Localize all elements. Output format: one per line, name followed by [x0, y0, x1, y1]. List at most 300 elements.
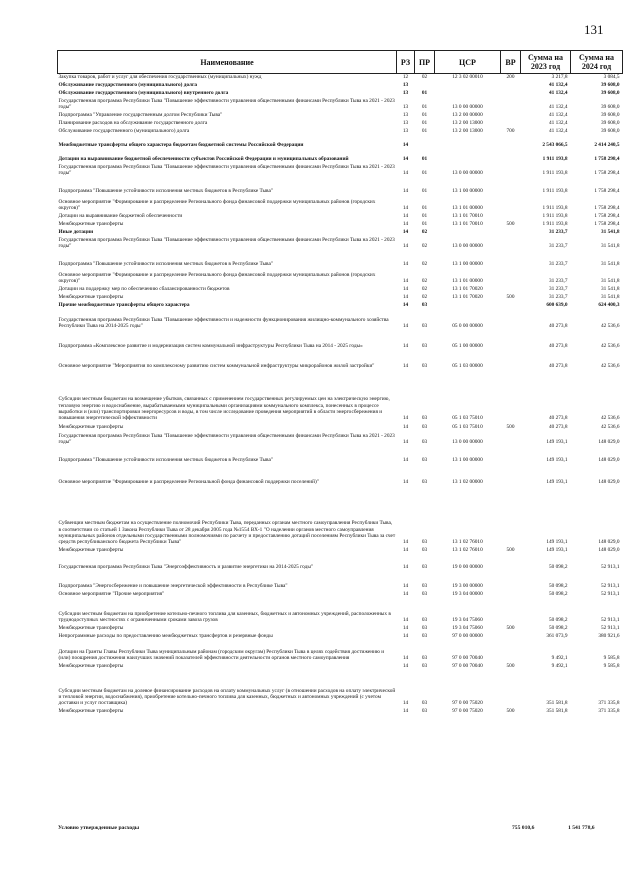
row-vr	[501, 250, 521, 268]
row-sum-2023: 9 492,1	[551, 663, 568, 670]
row-rz: 14	[402, 583, 409, 590]
row-pr: 03	[421, 583, 428, 590]
header-sum-2024: Сумма на 2024 год	[571, 51, 623, 74]
row-csr: 05 1 03 75010	[452, 415, 483, 422]
row-sum-2023: 600 639,0	[546, 302, 568, 309]
row-sum-2024: 31 541,8	[600, 278, 620, 285]
row-name: Иные дотации	[58, 229, 94, 236]
row-pr: 01	[421, 188, 428, 195]
row-name: Обслуживание государственного (муниципального) долга	[58, 128, 190, 135]
row-sum-2023: 351 581,8	[546, 700, 568, 707]
row-sum-2023: 1 911 193,8	[542, 170, 568, 177]
row-vr	[501, 590, 521, 598]
row-pr: 03	[421, 564, 428, 571]
footer-sum-2023: 755 010,6	[512, 825, 535, 831]
row-csr: 13 1 01 70010	[452, 221, 483, 228]
row-rz: 14	[402, 170, 409, 177]
row-csr: 05 1 03 75010	[452, 424, 483, 431]
table-row	[58, 127, 623, 135]
row-pr: 02	[421, 229, 428, 236]
table-row	[58, 236, 623, 250]
row-pr: 03	[421, 302, 428, 309]
row-sum-2024: 42 536,6	[600, 323, 620, 330]
table-row	[58, 195, 623, 212]
table-row	[58, 486, 623, 546]
row-vr	[501, 81, 521, 89]
row-sum-2024: 31 541,8	[600, 294, 620, 301]
row-pr: 03	[421, 439, 428, 446]
row-csr: 19 3 04 75060	[452, 625, 483, 632]
row-sum-2023: 3 217,8	[551, 74, 568, 81]
row-rz: 14	[402, 213, 409, 220]
row-csr: 19 0 00 00000	[452, 564, 483, 571]
row-pr: 03	[421, 323, 428, 330]
row-sum-2023: 1 911 193,8	[542, 156, 568, 163]
row-sum-2024: 31 541,8	[600, 229, 620, 236]
row-pr: 03	[421, 343, 428, 350]
footer-sum-2024: 1 541 778,6	[568, 825, 595, 831]
row-name: Межбюджетные трансферты	[58, 424, 124, 431]
row-csr	[435, 149, 501, 163]
row-vr	[501, 431, 521, 446]
row-sum-2024: 9 585,8	[603, 663, 620, 670]
row-pr: 01	[421, 104, 428, 111]
row-name: Закупка товаров, работ и услуг для обеспечения государственных (муниципальных) нужд	[58, 74, 262, 81]
row-rz: 14	[402, 286, 409, 293]
table-row	[58, 119, 623, 127]
table-row	[58, 554, 623, 571]
row-sum-2023: 31 233,7	[548, 261, 568, 268]
row-sum-2023: 149 193,1	[546, 547, 568, 554]
table-row	[58, 350, 623, 370]
header-vr: ВР	[501, 51, 521, 74]
row-sum-2024: 52 913,1	[600, 625, 620, 632]
row-sum-2024: 148 029,0	[598, 439, 620, 446]
budget-table	[57, 50, 623, 715]
row-name: Основное мероприятие "Мероприятия по комплексному развитию систем коммунальной инфраструктуры микрорайонов жилой застройки"	[58, 363, 375, 370]
row-name: Основное мероприятие "Формирование и распределение Регионального фонда финансовой поддержки муниципальных районов (городских округов)"	[58, 271, 376, 285]
table-row	[58, 212, 623, 220]
row-sum-2024: 52 913,1	[600, 564, 620, 571]
row-sum-2023: 1 911 193,8	[542, 213, 568, 220]
row-rz: 13	[402, 82, 409, 89]
row-sum-2023: 50 098,2	[548, 564, 568, 571]
row-pr	[415, 135, 435, 149]
table-row	[58, 81, 623, 89]
row-pr: 03	[421, 363, 428, 370]
header-csr: ЦСР	[435, 51, 501, 74]
row-csr: 13 2 00 00000	[452, 112, 483, 119]
row-name: Подпрограмма "Энергосбережение и повышение энергетической эффективности в Республике Тыва"	[58, 583, 288, 590]
row-csr	[435, 301, 501, 309]
row-sum-2024: 371 335,8	[598, 700, 620, 707]
table-row	[58, 670, 623, 707]
row-sum-2024: 31 541,8	[600, 286, 620, 293]
row-name: Межбюджетные трансферты	[58, 708, 124, 715]
row-csr: 97 0 00 00000	[452, 633, 483, 640]
row-vr	[501, 554, 521, 571]
row-name: Межбюджетные трансферты	[58, 663, 124, 670]
row-sum-2023: 41 132,4	[548, 90, 568, 97]
row-sum-2024: 1 758 298,4	[594, 170, 620, 177]
table-row	[58, 431, 623, 446]
row-name: Межбюджетные трансферты общего характера бюджетам бюджетной системы Российской Федерации	[58, 142, 304, 149]
row-pr: 02	[421, 74, 428, 81]
row-pr: 02	[421, 286, 428, 293]
row-vr: 500	[506, 708, 515, 715]
row-rz: 14	[402, 539, 409, 546]
row-name: Государственная программа Республики Тыва "Повышение эффективности и надежности функционирования жилищно-коммунального хозяйства Республики Тыва на 2014-2025 годы"	[58, 316, 389, 330]
row-rz: 14	[402, 415, 409, 422]
row-sum-2023: 149 193,1	[546, 479, 568, 486]
table-row	[58, 309, 623, 330]
row-sum-2023: 41 132,4	[548, 128, 568, 135]
row-name: Обслуживание государственного (муниципального) долга	[58, 82, 198, 89]
row-csr: 97 0 00 75020	[452, 700, 483, 707]
row-vr	[501, 135, 521, 149]
row-name: Непрограммные расходы по предоставлению межбюджетных трансфертов и резервные фонды	[58, 633, 273, 640]
row-vr	[501, 285, 521, 293]
row-sum-2024: 42 536,6	[600, 424, 620, 431]
row-name: Государственная программа Республики Тыва "Повышение эффективности управления общественными финансами Республики Тыва на 2021 - 2023 годы"	[58, 163, 395, 177]
row-vr: 700	[506, 128, 515, 135]
table-row	[58, 89, 623, 97]
header-pr: ПР	[415, 51, 435, 74]
table-row	[58, 546, 623, 554]
table-row	[58, 285, 623, 293]
row-rz: 14	[402, 221, 409, 228]
row-rz: 14	[402, 439, 409, 446]
row-csr: 13 1 01 70020	[452, 286, 483, 293]
row-csr: 19 3 04 00000	[452, 591, 483, 598]
table-row	[58, 250, 623, 268]
table-row	[58, 149, 623, 163]
row-sum-2023: 1 911 193,8	[542, 188, 568, 195]
row-pr: 03	[421, 700, 428, 707]
table-row	[58, 293, 623, 301]
row-pr	[415, 81, 435, 89]
row-vr	[501, 149, 521, 163]
table-row	[58, 220, 623, 228]
row-name: Подпрограмма "Повышение устойчивости исполнения местных бюджетов в Республике Тыва"	[58, 188, 273, 195]
row-csr: 13 0 00 00000	[452, 439, 483, 446]
row-name: Основное мероприятие "Формирование и распределение Регионального фонда финансовой поддержки муниципальных районов (городских округов)"	[58, 198, 376, 212]
row-name: Планирование расходов на обслуживание государственного долга	[58, 120, 208, 127]
row-pr: 03	[421, 633, 428, 640]
row-csr: 13 1 00 00000	[452, 261, 483, 268]
row-sum-2024: 39 608,0	[600, 128, 620, 135]
row-csr	[435, 81, 501, 89]
table-row	[58, 632, 623, 640]
row-csr: 13 1 02 76010	[452, 547, 483, 554]
row-name: Прочие межбюджетные трансферты общего характера	[58, 302, 190, 309]
row-sum-2024: 371 335,8	[598, 708, 620, 715]
row-name: Государственная программа Республики Тыва "Повышение эффективности управления общественными финансами Республики Тыва на 2021 - 2023 годы"	[58, 432, 395, 446]
row-rz: 14	[402, 700, 409, 707]
header-sum-2023: Сумма на 2023 год	[521, 51, 571, 74]
row-pr: 01	[421, 156, 428, 163]
row-pr: 01	[421, 128, 428, 135]
row-rz: 14	[402, 229, 409, 236]
row-pr: 03	[421, 539, 428, 546]
row-pr: 02	[421, 243, 428, 250]
row-rz: 12	[402, 74, 409, 81]
row-csr: 97 0 00 70040	[452, 655, 483, 662]
footer-label: Условно утвержденные расходы	[58, 825, 140, 831]
row-sum-2023: 41 132,4	[548, 112, 568, 119]
row-sum-2023: 41 132,4	[548, 120, 568, 127]
row-pr: 02	[421, 278, 428, 285]
row-pr: 01	[421, 170, 428, 177]
row-csr: 13 1 01 00000	[452, 205, 483, 212]
row-name: Дотации на выравнивание бюджетной обеспеченности	[58, 213, 183, 220]
row-sum-2024: 52 913,1	[600, 591, 620, 598]
table-row	[58, 422, 623, 431]
table-body	[58, 74, 623, 715]
row-name: Государственная программа Республики Тыва "Повышение эффективности управления общественными финансами Республики Тыва на 2021 - 2023 годы"	[58, 236, 395, 250]
row-csr: 13 0 00 00000	[452, 104, 483, 111]
row-pr: 03	[421, 625, 428, 632]
table-row	[58, 624, 623, 632]
header-name: Наименование	[58, 51, 397, 74]
row-pr: 01	[421, 205, 428, 212]
row-vr	[501, 486, 521, 546]
row-name: Обслуживание государственного (муниципального) внутреннего долга	[58, 90, 229, 97]
row-csr: 13 1 01 70020	[452, 294, 483, 301]
row-vr	[501, 446, 521, 464]
row-rz: 14	[402, 564, 409, 571]
row-name: Государственная программа Республики Тыва "Энергоэффективность и развитие энергетики на 2014-2025 годы"	[58, 564, 314, 571]
row-sum-2024: 624 400,3	[598, 302, 620, 309]
row-sum-2023: 31 233,7	[548, 294, 568, 301]
row-sum-2024: 148 029,0	[598, 539, 620, 546]
row-sum-2023: 2 543 066,5	[542, 142, 568, 149]
row-vr	[501, 309, 521, 330]
row-sum-2023: 50 098,2	[548, 625, 568, 632]
table-row	[58, 268, 623, 285]
row-csr: 05 0 00 00000	[452, 323, 483, 330]
row-csr: 13 2 00 13000	[452, 128, 483, 135]
row-sum-2024: 148 029,0	[598, 457, 620, 464]
row-rz: 14	[402, 591, 409, 598]
row-csr: 13 1 02 76010	[452, 539, 483, 546]
row-sum-2024: 31 541,8	[600, 261, 620, 268]
table-header-row	[58, 51, 623, 74]
row-rz: 14	[402, 708, 409, 715]
row-name: Государственная программа Республики Тыва "Повышение эффективности управления общественными финансами Республики Тыва на 2021 - 2023 годы"	[58, 97, 395, 111]
row-pr: 01	[421, 213, 428, 220]
row-csr: 13 0 00 00000	[452, 243, 483, 250]
row-csr: 13 1 01 00000	[452, 278, 483, 285]
table-row	[58, 228, 623, 236]
table-row	[58, 590, 623, 598]
row-csr: 13 1 01 70010	[452, 213, 483, 220]
row-csr: 13 2 00 13000	[452, 120, 483, 127]
row-rz: 14	[402, 188, 409, 195]
row-pr: 01	[421, 90, 428, 97]
row-name: Субсидии местным бюджетам на долевое финансирование расходов на оплату коммунальных услуг (в отношении расходов на оплату электрической и тепловой энергии, водоснабжения), приобретение котельно-печного топлива для казенных, бюджетных и автономных учреждений (с учетом доставки и услуг поставщика)	[58, 687, 396, 707]
row-rz: 14	[402, 302, 409, 309]
row-sum-2024: 148 029,0	[598, 547, 620, 554]
table-row	[58, 662, 623, 670]
row-sum-2023: 50 098,2	[548, 617, 568, 624]
row-vr	[501, 97, 521, 111]
table-row	[58, 571, 623, 590]
row-csr: 13 1 02 00000	[452, 479, 483, 486]
row-sum-2024: 1 758 298,4	[594, 188, 620, 195]
row-pr: 03	[421, 591, 428, 598]
row-vr	[501, 163, 521, 177]
page-number: 131	[584, 22, 604, 37]
row-name: Субсидии местным бюджетам на возмещение убытков, связанных с применением государственных регулируемых цен на электрическую энергию, тепловую энергию и водоснабжение, вырабатываемыми муниципальными организациями коммунального комплекса, понесенных в процессе выработки и (или) транспортировки энергоресурсов и воды, в том числе исследование проведения мероприятий в области энергосбережения и повышения энергетической эффективности	[58, 396, 390, 422]
row-name: Субвенции местным бюджетам на осуществление полномочий Республики Тыва, переданных органам местного самоуправления Республики Тыва, в соответствии со статьей 1 Закона Республики Тыва от 28 декабря 2005 года №1554 ВХ-1 "О наделении органов местного самоуправления муниципальных районов отдельными государственными полномочиями по расчету и предоставлению дотаций поселениям Республики Тыва за счет средств республиканского бюджета Республики Тыва"	[58, 520, 396, 546]
row-sum-2024: 148 029,0	[598, 479, 620, 486]
row-name: Межбюджетные трансферты	[58, 221, 124, 228]
row-rz: 14	[402, 142, 409, 149]
row-sum-2024: 9 585,8	[603, 655, 620, 662]
row-csr: 05 1 00 00000	[452, 343, 483, 350]
row-vr: 500	[506, 221, 515, 228]
row-vr	[501, 350, 521, 370]
row-vr	[501, 268, 521, 285]
table-row	[58, 446, 623, 464]
row-sum-2023: 31 233,7	[548, 286, 568, 293]
table-row	[58, 301, 623, 309]
row-vr	[501, 195, 521, 212]
row-csr: 05 1 03 00000	[452, 363, 483, 370]
row-sum-2023: 31 233,7	[548, 243, 568, 250]
row-rz: 14	[402, 625, 409, 632]
row-sum-2024: 42 536,6	[600, 415, 620, 422]
row-sum-2024: 42 536,6	[600, 343, 620, 350]
row-vr: 500	[506, 663, 515, 670]
row-sum-2023: 40 273,8	[548, 323, 568, 330]
row-sum-2024: 39 608,0	[600, 112, 620, 119]
row-name: Дотации на Гранты Главы Республики Тыва муниципальным районам (городским округам) Республики Тыва в целях содействия достижению и (или) поощрения достижения наилучших значений показателей эффективности деятельности органов местного самоуправления	[58, 648, 385, 662]
row-rz: 13	[402, 120, 409, 127]
row-rz: 14	[402, 294, 409, 301]
row-sum-2024: 1 758 298,4	[594, 156, 620, 163]
row-csr: 19 3 00 00000	[452, 583, 483, 590]
row-pr: 01	[421, 221, 428, 228]
table-row	[58, 177, 623, 195]
row-rz: 13	[402, 104, 409, 111]
row-rz: 14	[402, 278, 409, 285]
row-vr	[501, 670, 521, 707]
row-pr: 03	[421, 479, 428, 486]
row-csr: 13 0 00 00000	[452, 170, 483, 177]
row-sum-2024: 380 921,6	[598, 633, 620, 640]
row-name: Дотации на выравнивание бюджетной обеспеченности субъектов Российской Федерации и муниципальных образований	[58, 156, 349, 163]
row-csr: 13 1 00 00000	[452, 188, 483, 195]
row-rz: 14	[402, 343, 409, 350]
row-vr	[501, 640, 521, 662]
row-sum-2024: 31 541,8	[600, 243, 620, 250]
row-vr	[501, 301, 521, 309]
row-vr	[501, 598, 521, 624]
table-row	[58, 598, 623, 624]
row-rz: 14	[402, 617, 409, 624]
row-rz: 14	[402, 156, 409, 163]
table-row	[58, 330, 623, 350]
table-row	[58, 707, 623, 715]
row-vr	[501, 212, 521, 220]
row-sum-2023: 50 098,2	[548, 583, 568, 590]
table-row	[58, 74, 623, 81]
row-csr: 97 0 00 70040	[452, 663, 483, 670]
row-name: Основное мероприятие "Прочие мероприятия"	[58, 591, 165, 598]
row-vr	[501, 111, 521, 119]
row-name: Межбюджетные трансферты	[58, 547, 124, 554]
row-vr	[501, 571, 521, 590]
row-rz: 14	[402, 323, 409, 330]
row-sum-2023: 41 132,4	[548, 104, 568, 111]
row-pr: 02	[421, 294, 428, 301]
row-sum-2023: 149 193,1	[546, 457, 568, 464]
row-pr: 03	[421, 655, 428, 662]
row-sum-2024: 39 608,0	[600, 90, 620, 97]
row-vr	[501, 177, 521, 195]
row-name: Подпрограмма «Комплексное развитие и модернизация систем коммунальной инфраструктуры Республики Тыва на 2014 - 2025 годы»	[58, 343, 363, 350]
row-csr: 13 1 00 00000	[452, 457, 483, 464]
row-rz: 13	[402, 112, 409, 119]
row-rz: 14	[402, 457, 409, 464]
row-sum-2024: 39 608,0	[600, 104, 620, 111]
row-sum-2024: 3 084,5	[603, 74, 620, 81]
row-pr: 03	[421, 663, 428, 670]
table-row	[58, 640, 623, 662]
row-sum-2024: 42 536,6	[600, 363, 620, 370]
row-rz: 14	[402, 424, 409, 431]
row-vr	[501, 632, 521, 640]
row-rz: 14	[402, 261, 409, 268]
row-sum-2023: 9 492,1	[551, 655, 568, 662]
row-csr	[435, 135, 501, 149]
table-row	[58, 135, 623, 149]
row-sum-2023: 50 098,2	[548, 591, 568, 598]
row-sum-2024: 52 913,1	[600, 617, 620, 624]
table-row	[58, 163, 623, 177]
row-sum-2023: 351 581,8	[546, 708, 568, 715]
row-sum-2024: 52 913,1	[600, 583, 620, 590]
row-vr: 500	[506, 294, 515, 301]
row-rz: 14	[402, 547, 409, 554]
row-pr: 03	[421, 547, 428, 554]
row-vr	[501, 464, 521, 486]
row-vr	[501, 89, 521, 97]
row-csr	[435, 228, 501, 236]
row-csr: 19 3 04 75060	[452, 617, 483, 624]
row-csr: 12 3 02 00010	[452, 74, 483, 81]
row-rz: 14	[402, 243, 409, 250]
row-vr	[501, 370, 521, 422]
row-sum-2023: 31 233,7	[548, 278, 568, 285]
row-pr: 03	[421, 708, 428, 715]
row-sum-2023: 31 233,7	[548, 229, 568, 236]
row-sum-2023: 149 193,1	[546, 439, 568, 446]
row-rz: 13	[402, 90, 409, 97]
row-sum-2023: 40 273,8	[548, 363, 568, 370]
row-sum-2023: 1 911 193,8	[542, 221, 568, 228]
row-vr	[501, 228, 521, 236]
table-row	[58, 111, 623, 119]
row-sum-2023: 41 132,4	[548, 82, 568, 89]
table-row	[58, 370, 623, 422]
row-pr: 01	[421, 112, 428, 119]
row-vr	[501, 119, 521, 127]
row-csr	[435, 89, 501, 97]
row-rz: 13	[402, 128, 409, 135]
